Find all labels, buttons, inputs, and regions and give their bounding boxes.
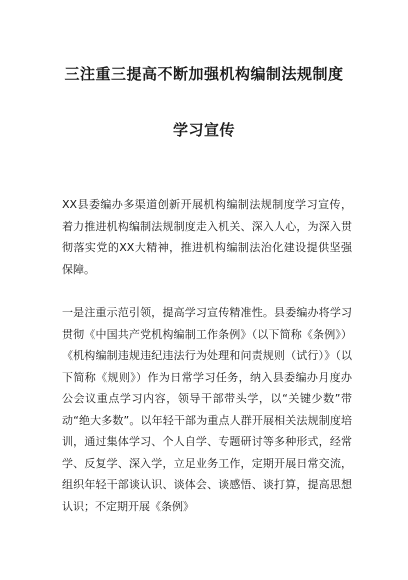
paragraph-intro: XX县委编办多渠道创新开展机构编制法规制度学习宣传，着力推进机构编制法规制度走入机关、深入人心，为深入贯彻落实党的XX大精神，推进机构编制法治化建设提供坚强保障。	[62, 198, 352, 276]
document-title-line-2: 学习宣传	[172, 121, 235, 139]
paragraph-point-one: 一是注重示范引领，提高学习宣传精准性。县委编办将学习贯彻《中国共产党机构编制工作条例》（以下简称《条例》）《机构编制违规违纪违法行为处理和问责规则（试行）》（以下简称《规则》）作为日常学习任务，纳入县委编办月度办公会议重点学习内容，领导干部带头学，以“关键少数”带动“绝大多数”。以年轻干部为重点人群开展相关法规制度培训，通过集体学习、个人自学、专题研讨等多种形式，经常学、反复学、深入学，立足业务工作，定期开展日常交流，组织年轻干部谈认识、谈体会、谈感悟、谈打算，提高思想认识；不定期开展《条例》	[62, 306, 352, 513]
document-title-line-1: 三注重三提高不断加强机构编制法规制度	[64, 65, 344, 83]
